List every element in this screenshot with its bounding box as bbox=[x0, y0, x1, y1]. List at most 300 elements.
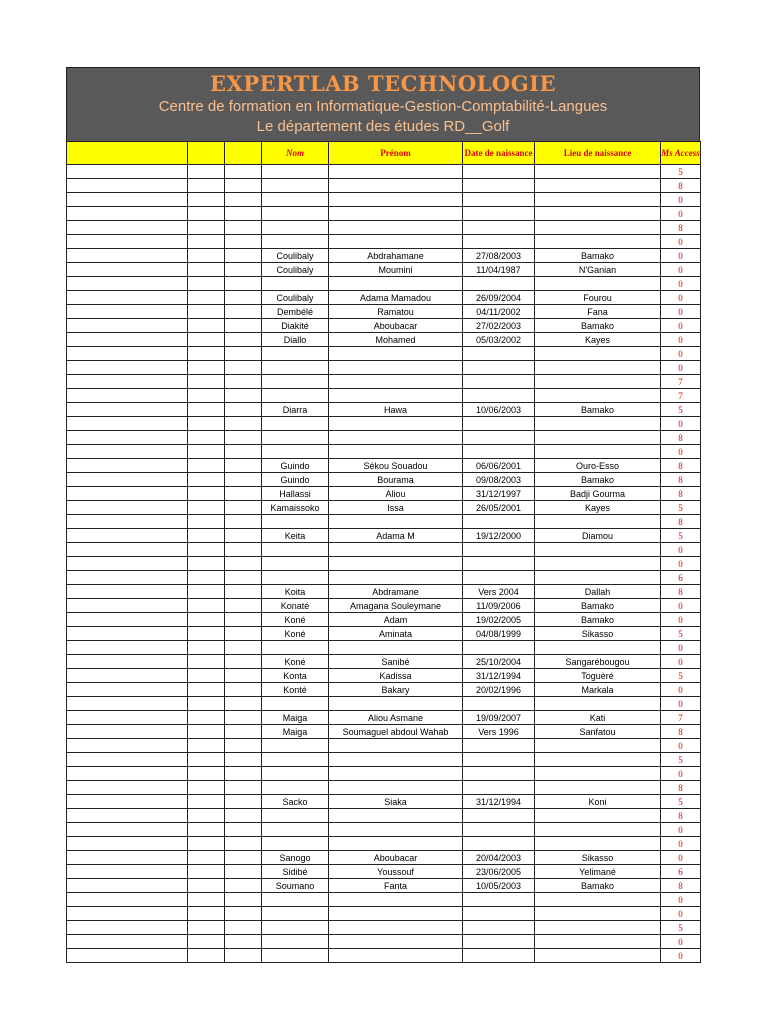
cell-ms-access[interactable]: 0 bbox=[661, 837, 701, 851]
cell-lieu[interactable]: Badji Gourma bbox=[535, 487, 661, 501]
cell-blank[interactable] bbox=[225, 221, 262, 235]
cell-date[interactable]: 20/02/1996 bbox=[463, 683, 535, 697]
cell-nom[interactable] bbox=[262, 417, 329, 431]
cell-lieu[interactable]: Diamou bbox=[535, 529, 661, 543]
cell-blank[interactable] bbox=[188, 375, 225, 389]
cell-blank[interactable] bbox=[225, 669, 262, 683]
cell-nom[interactable]: Guindo bbox=[262, 459, 329, 473]
cell-blank[interactable] bbox=[188, 697, 225, 711]
cell-date[interactable] bbox=[463, 445, 535, 459]
cell-blank[interactable] bbox=[67, 949, 188, 963]
cell-lieu[interactable] bbox=[535, 277, 661, 291]
cell-prenom[interactable] bbox=[329, 921, 463, 935]
cell-ms-access[interactable]: 0 bbox=[661, 263, 701, 277]
cell-lieu[interactable] bbox=[535, 165, 661, 179]
cell-blank[interactable] bbox=[67, 431, 188, 445]
cell-blank[interactable] bbox=[188, 571, 225, 585]
cell-blank[interactable] bbox=[188, 459, 225, 473]
cell-blank[interactable] bbox=[225, 235, 262, 249]
cell-ms-access[interactable]: 5 bbox=[661, 627, 701, 641]
cell-lieu[interactable]: Sikasso bbox=[535, 627, 661, 641]
cell-date[interactable]: 31/12/1994 bbox=[463, 795, 535, 809]
cell-ms-access[interactable]: 0 bbox=[661, 543, 701, 557]
cell-ms-access[interactable]: 0 bbox=[661, 347, 701, 361]
cell-nom[interactable]: Sidibé bbox=[262, 865, 329, 879]
cell-prenom[interactable]: Ramatou bbox=[329, 305, 463, 319]
cell-date[interactable] bbox=[463, 207, 535, 221]
cell-ms-access[interactable]: 0 bbox=[661, 613, 701, 627]
cell-prenom[interactable] bbox=[329, 739, 463, 753]
cell-prenom[interactable] bbox=[329, 375, 463, 389]
cell-date[interactable] bbox=[463, 809, 535, 823]
cell-ms-access[interactable]: 0 bbox=[661, 193, 701, 207]
cell-nom[interactable] bbox=[262, 431, 329, 445]
cell-prenom[interactable] bbox=[329, 515, 463, 529]
cell-blank[interactable] bbox=[225, 515, 262, 529]
cell-nom[interactable]: Coulibaly bbox=[262, 263, 329, 277]
cell-ms-access[interactable]: 5 bbox=[661, 753, 701, 767]
cell-prenom[interactable] bbox=[329, 417, 463, 431]
cell-blank[interactable] bbox=[67, 487, 188, 501]
cell-blank[interactable] bbox=[67, 459, 188, 473]
cell-nom[interactable]: Kamaissoko bbox=[262, 501, 329, 515]
cell-blank[interactable] bbox=[225, 921, 262, 935]
cell-blank[interactable] bbox=[67, 585, 188, 599]
cell-ms-access[interactable]: 8 bbox=[661, 221, 701, 235]
cell-date[interactable] bbox=[463, 543, 535, 557]
cell-lieu[interactable]: Yelimané bbox=[535, 865, 661, 879]
cell-lieu[interactable]: Fana bbox=[535, 305, 661, 319]
cell-blank[interactable] bbox=[225, 417, 262, 431]
cell-nom[interactable] bbox=[262, 361, 329, 375]
cell-date[interactable] bbox=[463, 431, 535, 445]
cell-blank[interactable] bbox=[67, 879, 188, 893]
cell-nom[interactable]: Guindo bbox=[262, 473, 329, 487]
cell-blank[interactable] bbox=[188, 655, 225, 669]
cell-blank[interactable] bbox=[225, 711, 262, 725]
cell-blank[interactable] bbox=[188, 277, 225, 291]
cell-nom[interactable]: Koita bbox=[262, 585, 329, 599]
cell-blank[interactable] bbox=[188, 683, 225, 697]
cell-lieu[interactable]: Dallah bbox=[535, 585, 661, 599]
cell-nom[interactable] bbox=[262, 347, 329, 361]
cell-date[interactable] bbox=[463, 347, 535, 361]
cell-blank[interactable] bbox=[225, 305, 262, 319]
cell-prenom[interactable] bbox=[329, 571, 463, 585]
cell-lieu[interactable] bbox=[535, 781, 661, 795]
cell-blank[interactable] bbox=[67, 697, 188, 711]
cell-date[interactable]: 19/02/2005 bbox=[463, 613, 535, 627]
cell-blank[interactable] bbox=[67, 277, 188, 291]
cell-nom[interactable] bbox=[262, 207, 329, 221]
cell-blank[interactable] bbox=[225, 347, 262, 361]
cell-blank[interactable] bbox=[225, 879, 262, 893]
cell-blank[interactable] bbox=[188, 599, 225, 613]
cell-lieu[interactable] bbox=[535, 767, 661, 781]
cell-blank[interactable] bbox=[225, 529, 262, 543]
cell-blank[interactable] bbox=[67, 347, 188, 361]
cell-ms-access[interactable]: 0 bbox=[661, 207, 701, 221]
cell-blank[interactable] bbox=[188, 389, 225, 403]
cell-nom[interactable]: Maiga bbox=[262, 711, 329, 725]
cell-blank[interactable] bbox=[67, 683, 188, 697]
cell-lieu[interactable]: Koni bbox=[535, 795, 661, 809]
cell-date[interactable]: 09/08/2003 bbox=[463, 473, 535, 487]
cell-blank[interactable] bbox=[67, 837, 188, 851]
cell-blank[interactable] bbox=[188, 627, 225, 641]
cell-blank[interactable] bbox=[225, 683, 262, 697]
cell-date[interactable] bbox=[463, 515, 535, 529]
cell-prenom[interactable] bbox=[329, 193, 463, 207]
cell-blank[interactable] bbox=[67, 893, 188, 907]
cell-ms-access[interactable]: 5 bbox=[661, 669, 701, 683]
cell-blank[interactable] bbox=[67, 221, 188, 235]
cell-date[interactable] bbox=[463, 361, 535, 375]
cell-date[interactable] bbox=[463, 921, 535, 935]
cell-blank[interactable] bbox=[188, 319, 225, 333]
cell-date[interactable] bbox=[463, 781, 535, 795]
cell-blank[interactable] bbox=[67, 739, 188, 753]
cell-nom[interactable] bbox=[262, 697, 329, 711]
cell-nom[interactable]: Hallassi bbox=[262, 487, 329, 501]
cell-ms-access[interactable]: 7 bbox=[661, 389, 701, 403]
cell-lieu[interactable]: Sanfatou bbox=[535, 725, 661, 739]
cell-blank[interactable] bbox=[225, 179, 262, 193]
cell-lieu[interactable] bbox=[535, 445, 661, 459]
cell-nom[interactable]: Dembélé bbox=[262, 305, 329, 319]
cell-blank[interactable] bbox=[67, 319, 188, 333]
cell-date[interactable] bbox=[463, 221, 535, 235]
cell-lieu[interactable]: Bamako bbox=[535, 599, 661, 613]
cell-prenom[interactable]: Sanibé bbox=[329, 655, 463, 669]
cell-date[interactable] bbox=[463, 893, 535, 907]
cell-blank[interactable] bbox=[225, 473, 262, 487]
cell-date[interactable] bbox=[463, 571, 535, 585]
cell-lieu[interactable] bbox=[535, 823, 661, 837]
cell-blank[interactable] bbox=[188, 529, 225, 543]
cell-blank[interactable] bbox=[225, 165, 262, 179]
cell-blank[interactable] bbox=[225, 949, 262, 963]
cell-blank[interactable] bbox=[225, 613, 262, 627]
cell-ms-access[interactable]: 0 bbox=[661, 767, 701, 781]
cell-blank[interactable] bbox=[225, 753, 262, 767]
cell-date[interactable]: Vers 1996 bbox=[463, 725, 535, 739]
cell-prenom[interactable] bbox=[329, 165, 463, 179]
cell-ms-access[interactable]: 0 bbox=[661, 893, 701, 907]
cell-blank[interactable] bbox=[188, 487, 225, 501]
cell-prenom[interactable]: Bakary bbox=[329, 683, 463, 697]
cell-lieu[interactable] bbox=[535, 837, 661, 851]
cell-blank[interactable] bbox=[188, 893, 225, 907]
cell-blank[interactable] bbox=[188, 249, 225, 263]
cell-blank[interactable] bbox=[67, 445, 188, 459]
cell-blank[interactable] bbox=[67, 613, 188, 627]
cell-nom[interactable] bbox=[262, 515, 329, 529]
cell-ms-access[interactable]: 0 bbox=[661, 291, 701, 305]
cell-nom[interactable] bbox=[262, 949, 329, 963]
cell-lieu[interactable] bbox=[535, 193, 661, 207]
cell-blank[interactable] bbox=[188, 431, 225, 445]
cell-blank[interactable] bbox=[225, 193, 262, 207]
cell-nom[interactable] bbox=[262, 837, 329, 851]
cell-prenom[interactable]: Hawa bbox=[329, 403, 463, 417]
cell-date[interactable]: 11/09/2006 bbox=[463, 599, 535, 613]
cell-blank[interactable] bbox=[67, 529, 188, 543]
cell-blank[interactable] bbox=[67, 333, 188, 347]
cell-blank[interactable] bbox=[225, 935, 262, 949]
cell-blank[interactable] bbox=[67, 417, 188, 431]
cell-blank[interactable] bbox=[67, 179, 188, 193]
cell-prenom[interactable]: Fanta bbox=[329, 879, 463, 893]
cell-lieu[interactable] bbox=[535, 431, 661, 445]
cell-ms-access[interactable]: 0 bbox=[661, 949, 701, 963]
cell-nom[interactable] bbox=[262, 277, 329, 291]
cell-ms-access[interactable]: 5 bbox=[661, 165, 701, 179]
cell-blank[interactable] bbox=[225, 907, 262, 921]
cell-blank[interactable] bbox=[67, 921, 188, 935]
cell-lieu[interactable] bbox=[535, 235, 661, 249]
cell-ms-access[interactable]: 0 bbox=[661, 235, 701, 249]
cell-lieu[interactable] bbox=[535, 935, 661, 949]
cell-nom[interactable] bbox=[262, 165, 329, 179]
cell-blank[interactable] bbox=[188, 445, 225, 459]
cell-prenom[interactable] bbox=[329, 837, 463, 851]
cell-blank[interactable] bbox=[188, 165, 225, 179]
cell-nom[interactable] bbox=[262, 235, 329, 249]
cell-nom[interactable] bbox=[262, 893, 329, 907]
cell-prenom[interactable]: Kadissa bbox=[329, 669, 463, 683]
cell-nom[interactable] bbox=[262, 739, 329, 753]
cell-date[interactable] bbox=[463, 417, 535, 431]
cell-date[interactable]: 10/05/2003 bbox=[463, 879, 535, 893]
cell-blank[interactable] bbox=[225, 641, 262, 655]
cell-ms-access[interactable]: 6 bbox=[661, 865, 701, 879]
cell-blank[interactable] bbox=[225, 487, 262, 501]
cell-ms-access[interactable]: 8 bbox=[661, 473, 701, 487]
cell-date[interactable]: 23/06/2005 bbox=[463, 865, 535, 879]
cell-blank[interactable] bbox=[67, 725, 188, 739]
cell-lieu[interactable]: Kayes bbox=[535, 501, 661, 515]
cell-prenom[interactable]: Moumini bbox=[329, 263, 463, 277]
cell-lieu[interactable] bbox=[535, 949, 661, 963]
cell-lieu[interactable]: Bamako bbox=[535, 403, 661, 417]
cell-prenom[interactable]: Youssouf bbox=[329, 865, 463, 879]
cell-blank[interactable] bbox=[225, 375, 262, 389]
cell-lieu[interactable] bbox=[535, 921, 661, 935]
cell-lieu[interactable] bbox=[535, 907, 661, 921]
cell-prenom[interactable] bbox=[329, 767, 463, 781]
cell-blank[interactable] bbox=[188, 361, 225, 375]
cell-lieu[interactable] bbox=[535, 347, 661, 361]
cell-nom[interactable] bbox=[262, 389, 329, 403]
cell-ms-access[interactable]: 5 bbox=[661, 529, 701, 543]
cell-blank[interactable] bbox=[188, 193, 225, 207]
cell-blank[interactable] bbox=[225, 389, 262, 403]
cell-nom[interactable] bbox=[262, 193, 329, 207]
cell-prenom[interactable] bbox=[329, 221, 463, 235]
cell-blank[interactable] bbox=[188, 641, 225, 655]
cell-blank[interactable] bbox=[225, 263, 262, 277]
cell-blank[interactable] bbox=[225, 361, 262, 375]
cell-blank[interactable] bbox=[188, 333, 225, 347]
cell-lieu[interactable]: Sangarébougou bbox=[535, 655, 661, 669]
cell-date[interactable]: 10/06/2003 bbox=[463, 403, 535, 417]
cell-lieu[interactable]: N'Ganian bbox=[535, 263, 661, 277]
cell-ms-access[interactable]: 8 bbox=[661, 179, 701, 193]
cell-blank[interactable] bbox=[188, 305, 225, 319]
cell-blank[interactable] bbox=[225, 319, 262, 333]
cell-date[interactable] bbox=[463, 235, 535, 249]
cell-lieu[interactable]: Bamako bbox=[535, 473, 661, 487]
cell-lieu[interactable] bbox=[535, 809, 661, 823]
cell-lieu[interactable]: Bamako bbox=[535, 613, 661, 627]
cell-prenom[interactable] bbox=[329, 641, 463, 655]
cell-prenom[interactable] bbox=[329, 207, 463, 221]
cell-date[interactable] bbox=[463, 179, 535, 193]
cell-blank[interactable] bbox=[67, 515, 188, 529]
cell-lieu[interactable] bbox=[535, 389, 661, 403]
cell-date[interactable] bbox=[463, 935, 535, 949]
cell-blank[interactable] bbox=[188, 795, 225, 809]
cell-blank[interactable] bbox=[188, 613, 225, 627]
cell-blank[interactable] bbox=[67, 935, 188, 949]
cell-blank[interactable] bbox=[188, 949, 225, 963]
cell-date[interactable] bbox=[463, 557, 535, 571]
cell-blank[interactable] bbox=[188, 473, 225, 487]
cell-prenom[interactable] bbox=[329, 431, 463, 445]
cell-prenom[interactable]: Aboubacar bbox=[329, 319, 463, 333]
cell-blank[interactable] bbox=[225, 571, 262, 585]
cell-blank[interactable] bbox=[67, 795, 188, 809]
cell-blank[interactable] bbox=[67, 501, 188, 515]
cell-blank[interactable] bbox=[188, 879, 225, 893]
cell-blank[interactable] bbox=[188, 291, 225, 305]
cell-nom[interactable] bbox=[262, 557, 329, 571]
cell-date[interactable]: 05/03/2002 bbox=[463, 333, 535, 347]
cell-blank[interactable] bbox=[188, 347, 225, 361]
cell-date[interactable]: 19/09/2007 bbox=[463, 711, 535, 725]
cell-ms-access[interactable]: 8 bbox=[661, 431, 701, 445]
cell-ms-access[interactable]: 5 bbox=[661, 403, 701, 417]
cell-date[interactable] bbox=[463, 767, 535, 781]
cell-blank[interactable] bbox=[225, 781, 262, 795]
cell-blank[interactable] bbox=[67, 571, 188, 585]
cell-nom[interactable]: Coulibaly bbox=[262, 291, 329, 305]
cell-ms-access[interactable]: 8 bbox=[661, 809, 701, 823]
cell-blank[interactable] bbox=[67, 375, 188, 389]
cell-blank[interactable] bbox=[225, 739, 262, 753]
cell-blank[interactable] bbox=[67, 809, 188, 823]
cell-blank[interactable] bbox=[188, 417, 225, 431]
cell-lieu[interactable]: Kayes bbox=[535, 333, 661, 347]
cell-nom[interactable] bbox=[262, 809, 329, 823]
cell-blank[interactable] bbox=[225, 543, 262, 557]
cell-date[interactable] bbox=[463, 389, 535, 403]
cell-blank[interactable] bbox=[188, 207, 225, 221]
cell-date[interactable] bbox=[463, 165, 535, 179]
cell-lieu[interactable] bbox=[535, 207, 661, 221]
cell-blank[interactable] bbox=[225, 431, 262, 445]
cell-blank[interactable] bbox=[225, 865, 262, 879]
cell-date[interactable]: 31/12/1997 bbox=[463, 487, 535, 501]
cell-prenom[interactable] bbox=[329, 893, 463, 907]
cell-blank[interactable] bbox=[67, 557, 188, 571]
cell-lieu[interactable] bbox=[535, 753, 661, 767]
cell-blank[interactable] bbox=[67, 165, 188, 179]
cell-date[interactable]: 26/05/2001 bbox=[463, 501, 535, 515]
cell-prenom[interactable]: Issa bbox=[329, 501, 463, 515]
cell-blank[interactable] bbox=[67, 305, 188, 319]
cell-date[interactable] bbox=[463, 739, 535, 753]
cell-prenom[interactable]: Aboubacar bbox=[329, 851, 463, 865]
cell-nom[interactable]: Diallo bbox=[262, 333, 329, 347]
cell-blank[interactable] bbox=[188, 711, 225, 725]
cell-prenom[interactable] bbox=[329, 557, 463, 571]
cell-ms-access[interactable]: 0 bbox=[661, 249, 701, 263]
cell-nom[interactable] bbox=[262, 221, 329, 235]
cell-ms-access[interactable]: 8 bbox=[661, 585, 701, 599]
cell-prenom[interactable]: Abdramane bbox=[329, 585, 463, 599]
cell-blank[interactable] bbox=[188, 585, 225, 599]
cell-blank[interactable] bbox=[188, 823, 225, 837]
cell-date[interactable]: 04/08/1999 bbox=[463, 627, 535, 641]
cell-blank[interactable] bbox=[67, 361, 188, 375]
cell-blank[interactable] bbox=[188, 515, 225, 529]
cell-ms-access[interactable]: 0 bbox=[661, 417, 701, 431]
cell-ms-access[interactable]: 5 bbox=[661, 795, 701, 809]
cell-ms-access[interactable]: 5 bbox=[661, 501, 701, 515]
cell-prenom[interactable]: Aliou bbox=[329, 487, 463, 501]
cell-ms-access[interactable]: 8 bbox=[661, 459, 701, 473]
cell-date[interactable] bbox=[463, 193, 535, 207]
cell-lieu[interactable] bbox=[535, 179, 661, 193]
cell-blank[interactable] bbox=[67, 669, 188, 683]
cell-blank[interactable] bbox=[188, 403, 225, 417]
cell-ms-access[interactable]: 0 bbox=[661, 319, 701, 333]
cell-prenom[interactable]: Adama Mamadou bbox=[329, 291, 463, 305]
cell-blank[interactable] bbox=[225, 823, 262, 837]
cell-nom[interactable] bbox=[262, 375, 329, 389]
cell-ms-access[interactable]: 0 bbox=[661, 823, 701, 837]
cell-date[interactable] bbox=[463, 277, 535, 291]
cell-nom[interactable] bbox=[262, 767, 329, 781]
cell-date[interactable] bbox=[463, 375, 535, 389]
cell-ms-access[interactable]: 0 bbox=[661, 697, 701, 711]
cell-lieu[interactable] bbox=[535, 221, 661, 235]
cell-prenom[interactable] bbox=[329, 781, 463, 795]
cell-blank[interactable] bbox=[225, 795, 262, 809]
cell-blank[interactable] bbox=[225, 501, 262, 515]
cell-blank[interactable] bbox=[67, 907, 188, 921]
cell-blank[interactable] bbox=[225, 893, 262, 907]
cell-ms-access[interactable]: 0 bbox=[661, 739, 701, 753]
cell-ms-access[interactable]: 7 bbox=[661, 375, 701, 389]
cell-prenom[interactable]: Siaka bbox=[329, 795, 463, 809]
cell-nom[interactable]: Konta bbox=[262, 669, 329, 683]
cell-blank[interactable] bbox=[225, 333, 262, 347]
cell-ms-access[interactable]: 0 bbox=[661, 557, 701, 571]
cell-blank[interactable] bbox=[188, 669, 225, 683]
cell-prenom[interactable] bbox=[329, 949, 463, 963]
cell-lieu[interactable]: Toguèré bbox=[535, 669, 661, 683]
cell-lieu[interactable]: Sikasso bbox=[535, 851, 661, 865]
cell-nom[interactable] bbox=[262, 921, 329, 935]
cell-date[interactable] bbox=[463, 823, 535, 837]
cell-prenom[interactable] bbox=[329, 935, 463, 949]
cell-nom[interactable] bbox=[262, 753, 329, 767]
cell-prenom[interactable] bbox=[329, 809, 463, 823]
cell-blank[interactable] bbox=[225, 627, 262, 641]
